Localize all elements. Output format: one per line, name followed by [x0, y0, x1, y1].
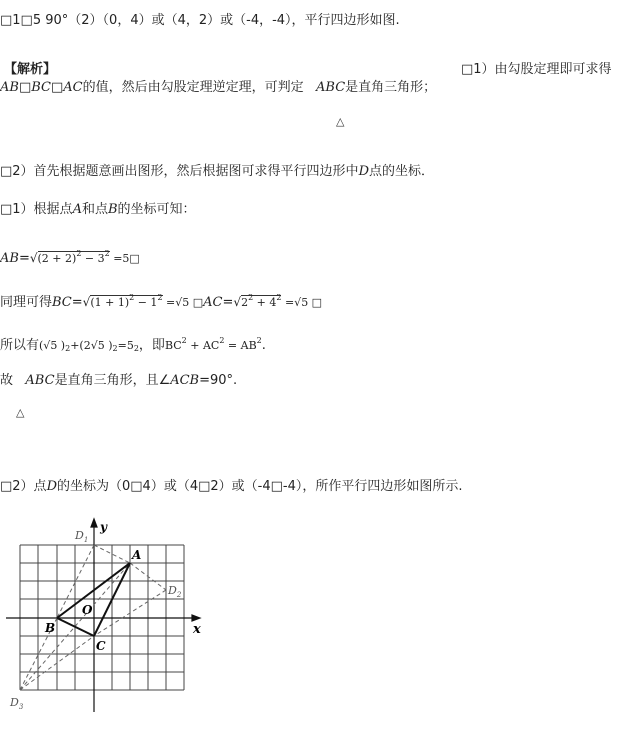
ab-result: =5□ — [109, 252, 140, 265]
bc-exp2: 2 — [157, 293, 163, 302]
d3-letter: D — [10, 696, 19, 709]
gu-abc: ABC — [25, 373, 55, 388]
point-d3 — [9, 696, 24, 711]
triangle-name: ABC — [316, 80, 346, 95]
ab-exp2: 2 — [104, 249, 110, 258]
analysis-tag: 【解析】 — [4, 62, 57, 77]
ac-plus: + 4 — [253, 296, 277, 309]
origin-label: O — [82, 603, 93, 617]
bc-minus: − 1 — [134, 296, 158, 309]
sum-eq-bc: BC — [164, 339, 182, 352]
p2-text: □2）点 — [0, 479, 47, 494]
y-axis-arrow — [91, 519, 97, 527]
ab-rad: (2 + 2) — [37, 252, 77, 265]
sum-prefix: 所以有 — [0, 338, 40, 353]
sqrt-sign: √ — [82, 295, 91, 309]
sum-mid: ，即 — [138, 338, 165, 353]
gu-mid: 是直角三角形，且∠ — [54, 373, 171, 388]
sum-b-sub: 2 — [112, 344, 118, 353]
gu-acb: ACB — [170, 373, 200, 388]
d2-sub: 2 — [176, 591, 182, 599]
point-c: C — [96, 639, 106, 653]
sqrt-sign: √ — [233, 295, 242, 309]
ac-rad: 2 — [241, 296, 249, 309]
ab-eq: = — [18, 251, 30, 266]
d1-sub: 1 — [83, 536, 89, 544]
point-d2 — [167, 584, 182, 599]
ac-result: =√5 □ — [281, 296, 323, 309]
point-d1 — [74, 529, 88, 544]
sum-eq-e1: 2 — [181, 336, 187, 345]
ac-label: AC — [203, 295, 223, 310]
point-b-label: B — [107, 202, 118, 217]
segment-names: AB□BC□AC — [0, 80, 83, 95]
ac-exp2: 2 — [276, 293, 282, 302]
gu-prefix: 故 — [0, 373, 14, 388]
x-axis-arrow — [192, 615, 200, 621]
point-a-label: A — [72, 202, 82, 217]
sqrt-sign: √ — [29, 251, 38, 265]
analysis-line2-text: 的值，然后由勾股定理逆定理，可判定 — [82, 80, 304, 95]
gu-end: =90°. — [199, 373, 238, 388]
x-axis-label: x — [193, 622, 201, 637]
triangle-symbol-2: △ — [16, 406, 25, 419]
ac-eq: = — [222, 295, 234, 310]
point-d-label: D — [358, 164, 369, 179]
bc-exp: 2 — [129, 293, 135, 302]
sum-eq-e3: 2 — [256, 336, 262, 345]
ab-label: AB — [0, 251, 19, 266]
bc-result: =√5 □ — [162, 296, 204, 309]
sum-eq-ac: + AC — [186, 339, 220, 352]
bc-label: BC — [52, 295, 72, 310]
d3-sub: 3 — [18, 703, 24, 711]
analysis-right-text: □1）由勾股定理即可求得 — [461, 62, 612, 77]
point-a: A — [132, 548, 142, 562]
answer-text: □1□5 90°（2）（0，4）或（4，2）或（-4，-4），平行四边形如图. — [0, 13, 400, 28]
triangle-symbol: △ — [336, 115, 345, 128]
ac-exp: 2 — [248, 293, 254, 302]
sum-a: (√5 ) — [39, 339, 66, 352]
analysis-line3-end: 点的坐标． — [369, 164, 435, 179]
p1-text-a: □1）根据点 — [0, 202, 73, 217]
d1-letter: D — [75, 529, 84, 542]
analysis-line2-end: 是直角三角形； — [345, 80, 437, 95]
point-b: B — [45, 621, 56, 635]
sum-c-sub: 2 — [133, 344, 139, 353]
bc-eq: = — [71, 295, 83, 310]
bc-prefix: 同理可得 — [0, 295, 53, 310]
bc-rad: (1 + 1) — [90, 296, 130, 309]
sum-a-sub: 2 — [65, 344, 71, 353]
p1-text-end: 的坐标可知： — [117, 202, 196, 217]
sum-end: . — [261, 338, 266, 353]
p1-text-mid: 和点 — [81, 202, 108, 217]
analysis-line3-text: □2）首先根据题意画出图形，然后根据图可求得平行四边形中 — [0, 164, 359, 179]
sum-b: +(2√5 ) — [70, 339, 113, 352]
ab-exp: 2 — [76, 249, 82, 258]
ab-minus: − 3 — [81, 252, 105, 265]
d2-letter: D — [168, 584, 177, 597]
sum-c: =5 — [117, 339, 134, 352]
sum-eq-ab: = AB — [224, 339, 257, 352]
y-axis-label: y — [100, 520, 107, 534]
p2-d-label: D — [46, 479, 57, 494]
p2-text-end: 的坐标为（0□4）或（4□2）或（-4□-4），所作平行四边形如图所示. — [57, 479, 463, 494]
sum-eq-e2: 2 — [219, 336, 225, 345]
